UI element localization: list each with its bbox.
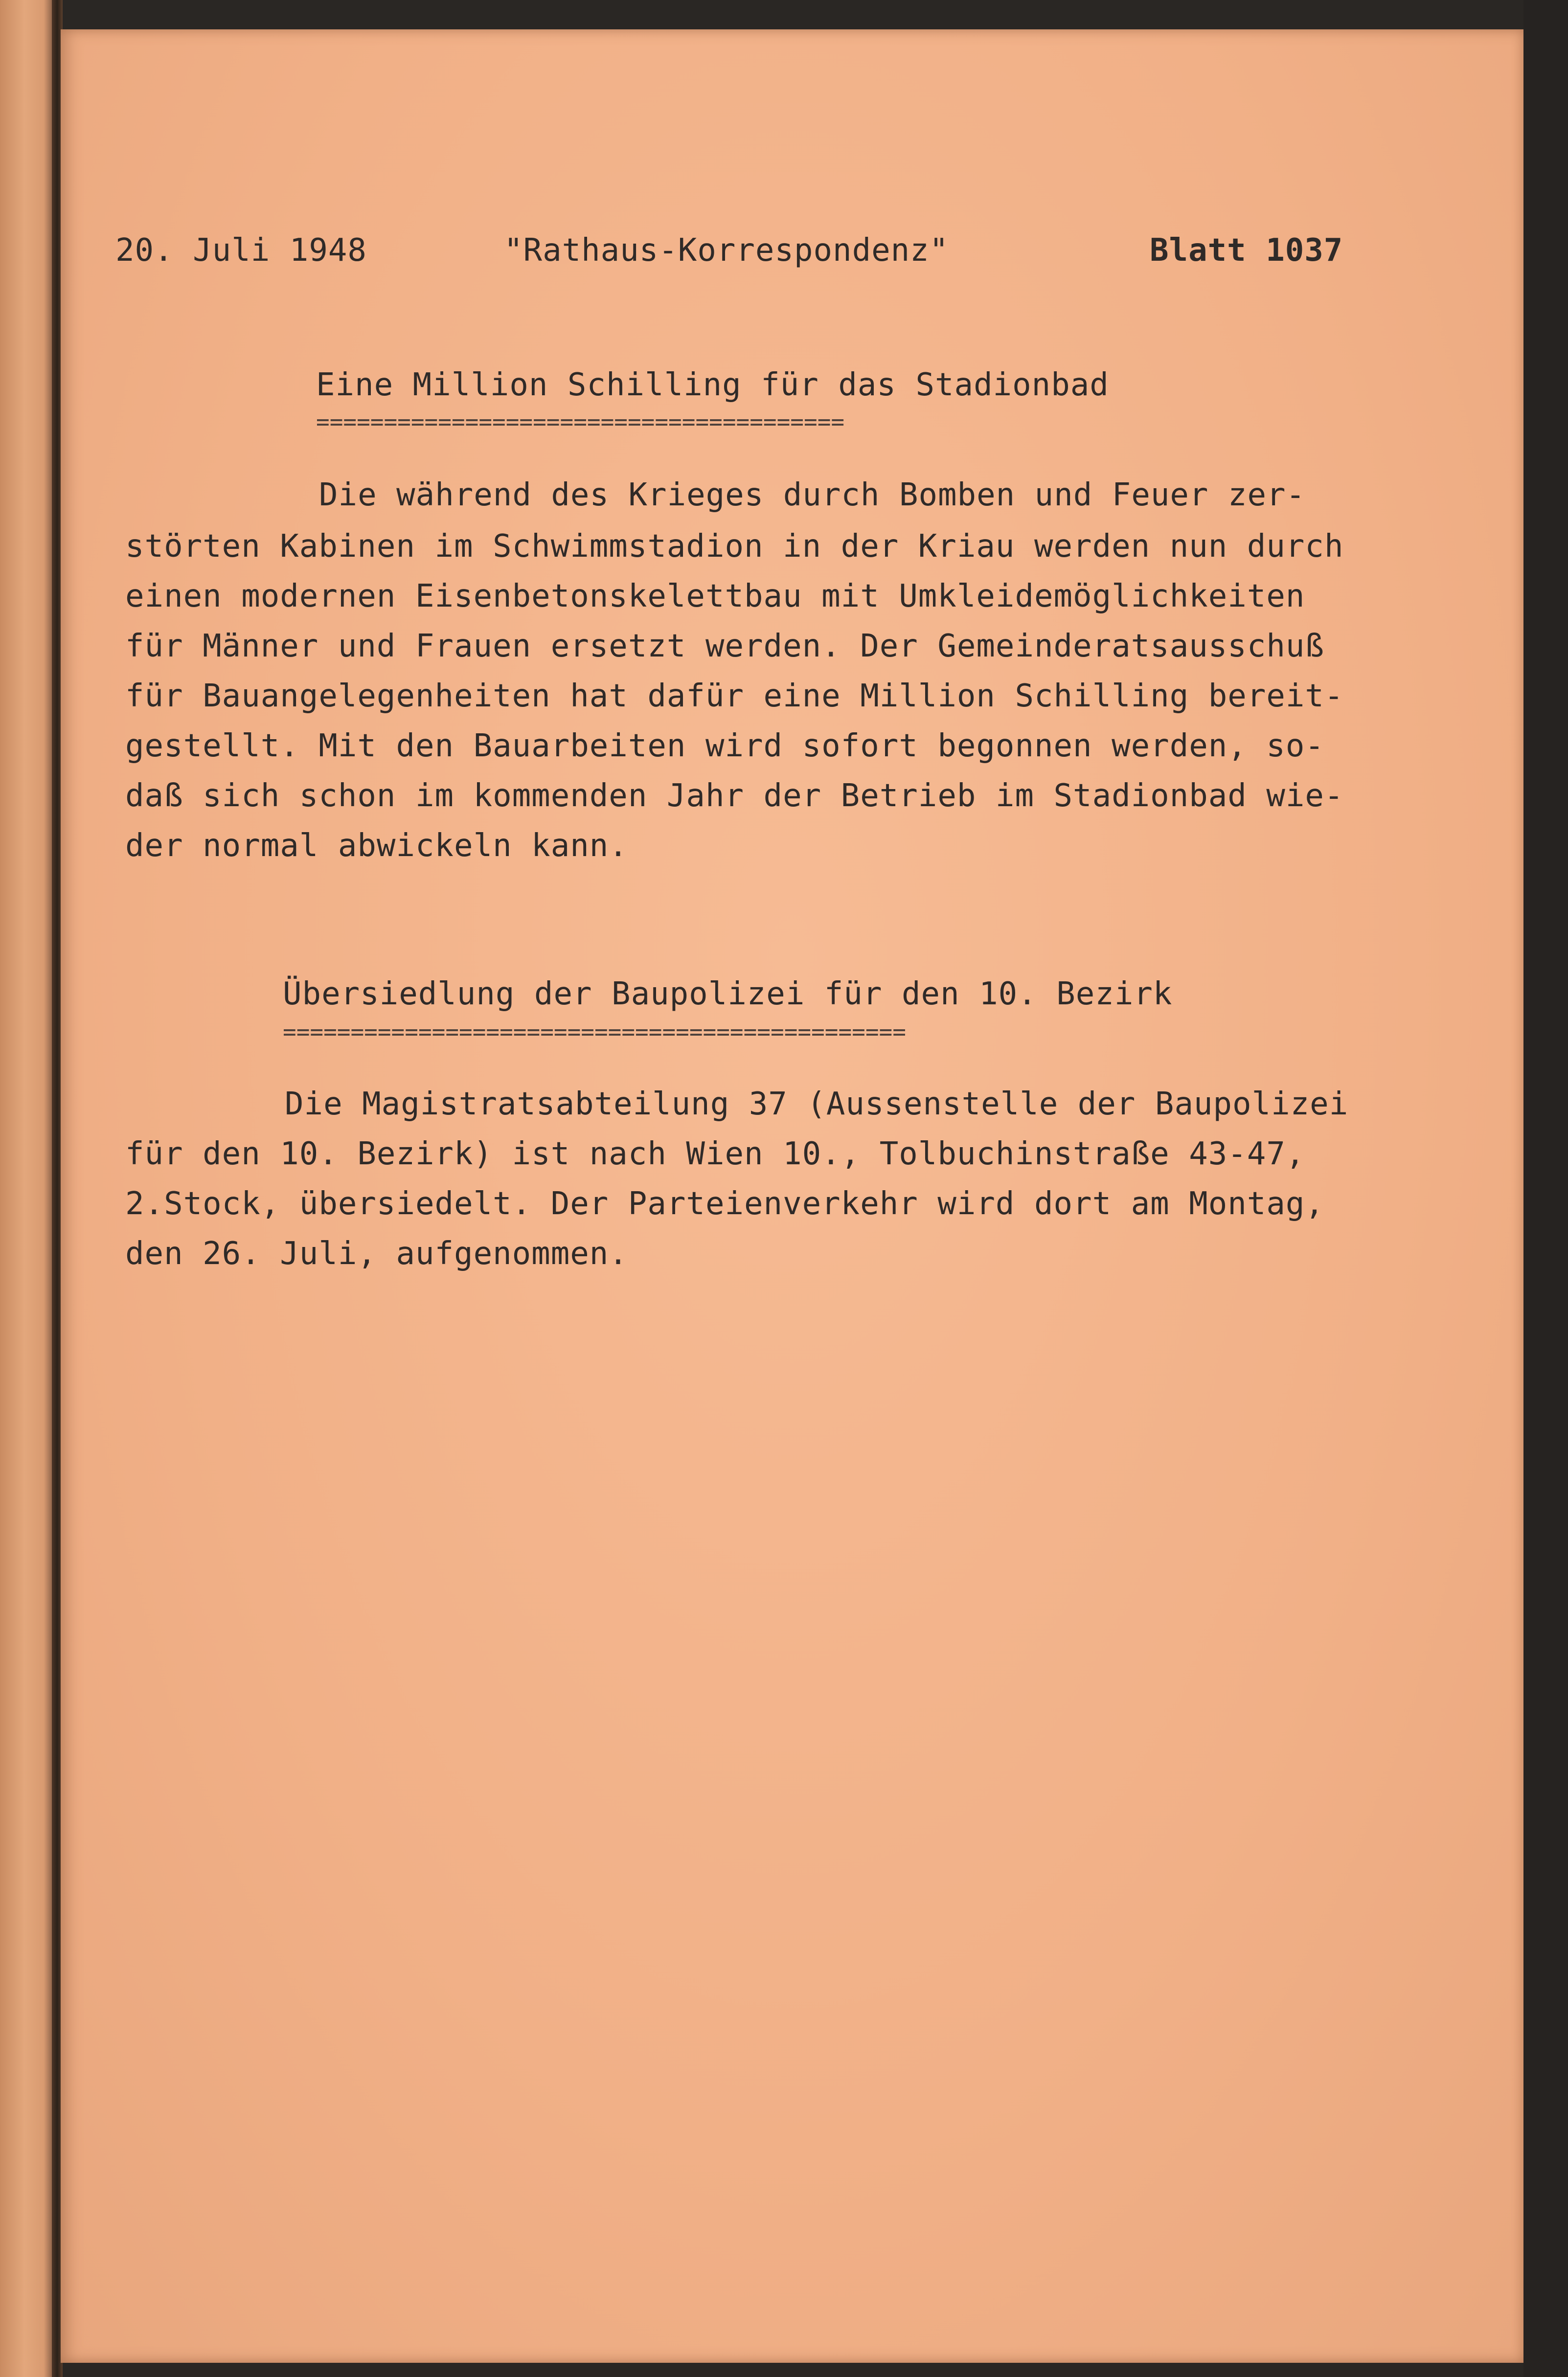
article-line: störten Kabinen im Schwimmstadion in der Kriau werden nun durch <box>125 528 1344 565</box>
article-line: Die während des Krieges durch Bomben und Feuer zer- <box>319 477 1306 513</box>
article-line: einen modernen Eisenbetonskelettbau mit Umkleidemöglichkeiten <box>125 578 1305 614</box>
article-line: 2.Stock, übersiedelt. Der Parteienverkehr wird dort am Montag, <box>125 1186 1324 1222</box>
article-title: Eine Million Schilling für das Stadionbad <box>316 367 1109 403</box>
previous-page-edge <box>0 0 55 2377</box>
scan-background <box>1523 0 1568 2377</box>
header-sheet-number: Blatt 1037 <box>1150 232 1343 269</box>
header-date: 20. Juli 1948 <box>115 232 367 269</box>
document-page <box>61 29 1523 2363</box>
article-line: gestellt. Mit den Bauarbeiten wird sofort begonnen werden, so- <box>125 728 1324 764</box>
article-title: Übersiedlung der Baupolizei für den 10. Bezirk <box>283 976 1173 1012</box>
article-line: für Männer und Frauen ersetzt werden. Der Gemeinderatsausschuß <box>125 628 1324 664</box>
article-line: der normal abwickeln kann. <box>125 828 628 864</box>
article-line: den 26. Juli, aufgenommen. <box>125 1236 628 1272</box>
title-underline: ======================================= <box>316 408 845 435</box>
article-line: daß sich schon im kommenden Jahr der Betrieb im Stadionbad wie- <box>125 778 1344 814</box>
title-underline: ============================================== <box>283 1019 906 1045</box>
article-line: für Bauangelegenheiten hat dafür eine Million Schilling bereit- <box>125 678 1344 714</box>
header-publication: "Rathaus-Korrespondenz" <box>504 232 949 269</box>
article-line: für den 10. Bezirk) ist nach Wien 10., Tolbuchinstraße 43-47, <box>125 1136 1305 1172</box>
article-line: Die Magistratsabteilung 37 (Aussenstelle der Baupolizei <box>285 1086 1349 1122</box>
